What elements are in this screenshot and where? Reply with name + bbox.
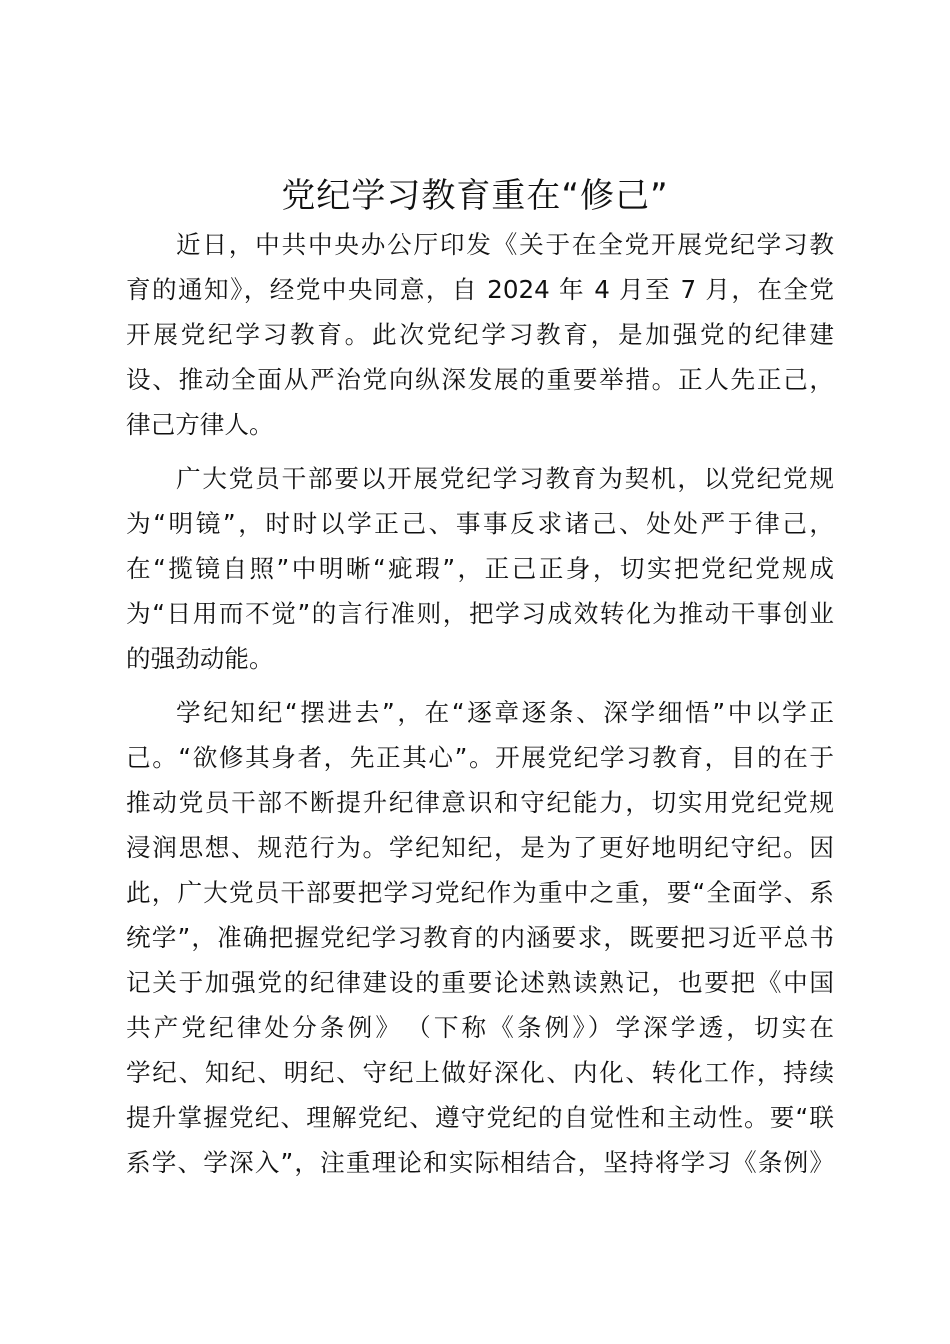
paragraph-line: 系学、学深入”，注重理论和实际相结合，坚持将学习《条例》: [126, 1148, 834, 1177]
paragraph-line: 育的通知》，经党中央同意，自 2024 年 4 月至 7 月，在全党: [126, 275, 834, 304]
paragraph-line: 为“明镜”，时时以学正己、事事反求诸己、处处严于律己，: [126, 509, 834, 538]
paragraph-line: 己。“欲修其身者，先正其心”。开展党纪学习教育，目的在于: [126, 743, 834, 772]
paragraph-line: 记关于加强党的纪律建设的重要论述熟读熟记，也要把《中国: [126, 968, 834, 997]
paragraph-2: [126, 456, 834, 681]
paragraph-line: 开展党纪学习教育。此次党纪学习教育，是加强党的纪律建: [126, 320, 834, 349]
paragraph-line: 设、推动全面从严治党向纵深发展的重要举措。正人先正己，: [126, 365, 834, 394]
paragraph-line: 为“日用而不觉”的言行准则，把学习成效转化为推动干事创业: [126, 599, 834, 628]
document-body: [126, 222, 834, 1185]
paragraph-line: 统学”，准确把握党纪学习教育的内涵要求，既要把习近平总书: [126, 923, 834, 952]
paragraph-line: 在“揽镜自照”中明晰“疵瑕”，正己正身，切实把党纪党规成: [126, 554, 834, 583]
paragraph-line: 广大党员干部要以开展党纪学习教育为契机，以党纪党规: [176, 464, 834, 493]
paragraph-line: 近日，中共中央办公厅印发《关于在全党开展党纪学习教: [176, 230, 834, 259]
paragraph-line: 共产党纪律处分条例》 （下称《条例》）学深学透，切实在: [126, 1013, 834, 1042]
paragraph-line: 的强劲动能。: [126, 644, 274, 673]
paragraph-3: [126, 690, 834, 1185]
paragraph-line: 学纪知纪“摆进去”，在“逐章逐条、深学细悟”中以学正: [176, 698, 834, 727]
paragraph-line: 学纪、知纪、明纪、守纪上做好深化、内化、转化工作，持续: [126, 1058, 834, 1087]
paragraph-line: 推动党员干部不断提升纪律意识和守纪能力，切实用党纪党规: [126, 788, 834, 817]
paragraph-line: 律己方律人。: [126, 410, 274, 439]
paragraph-1: [126, 222, 834, 447]
paragraph-line: 浸润思想、规范行为。学纪知纪，是为了更好地明纪守纪。因: [126, 833, 834, 862]
document-title: 党纪学习教育重在“修己”: [281, 176, 669, 216]
paragraph-line: 提升掌握党纪、理解党纪、遵守党纪的自觉性和主动性。要“联: [126, 1103, 834, 1132]
paragraph-line: 此，广大党员干部要把学习党纪作为重中之重，要“全面学、系: [126, 878, 834, 907]
